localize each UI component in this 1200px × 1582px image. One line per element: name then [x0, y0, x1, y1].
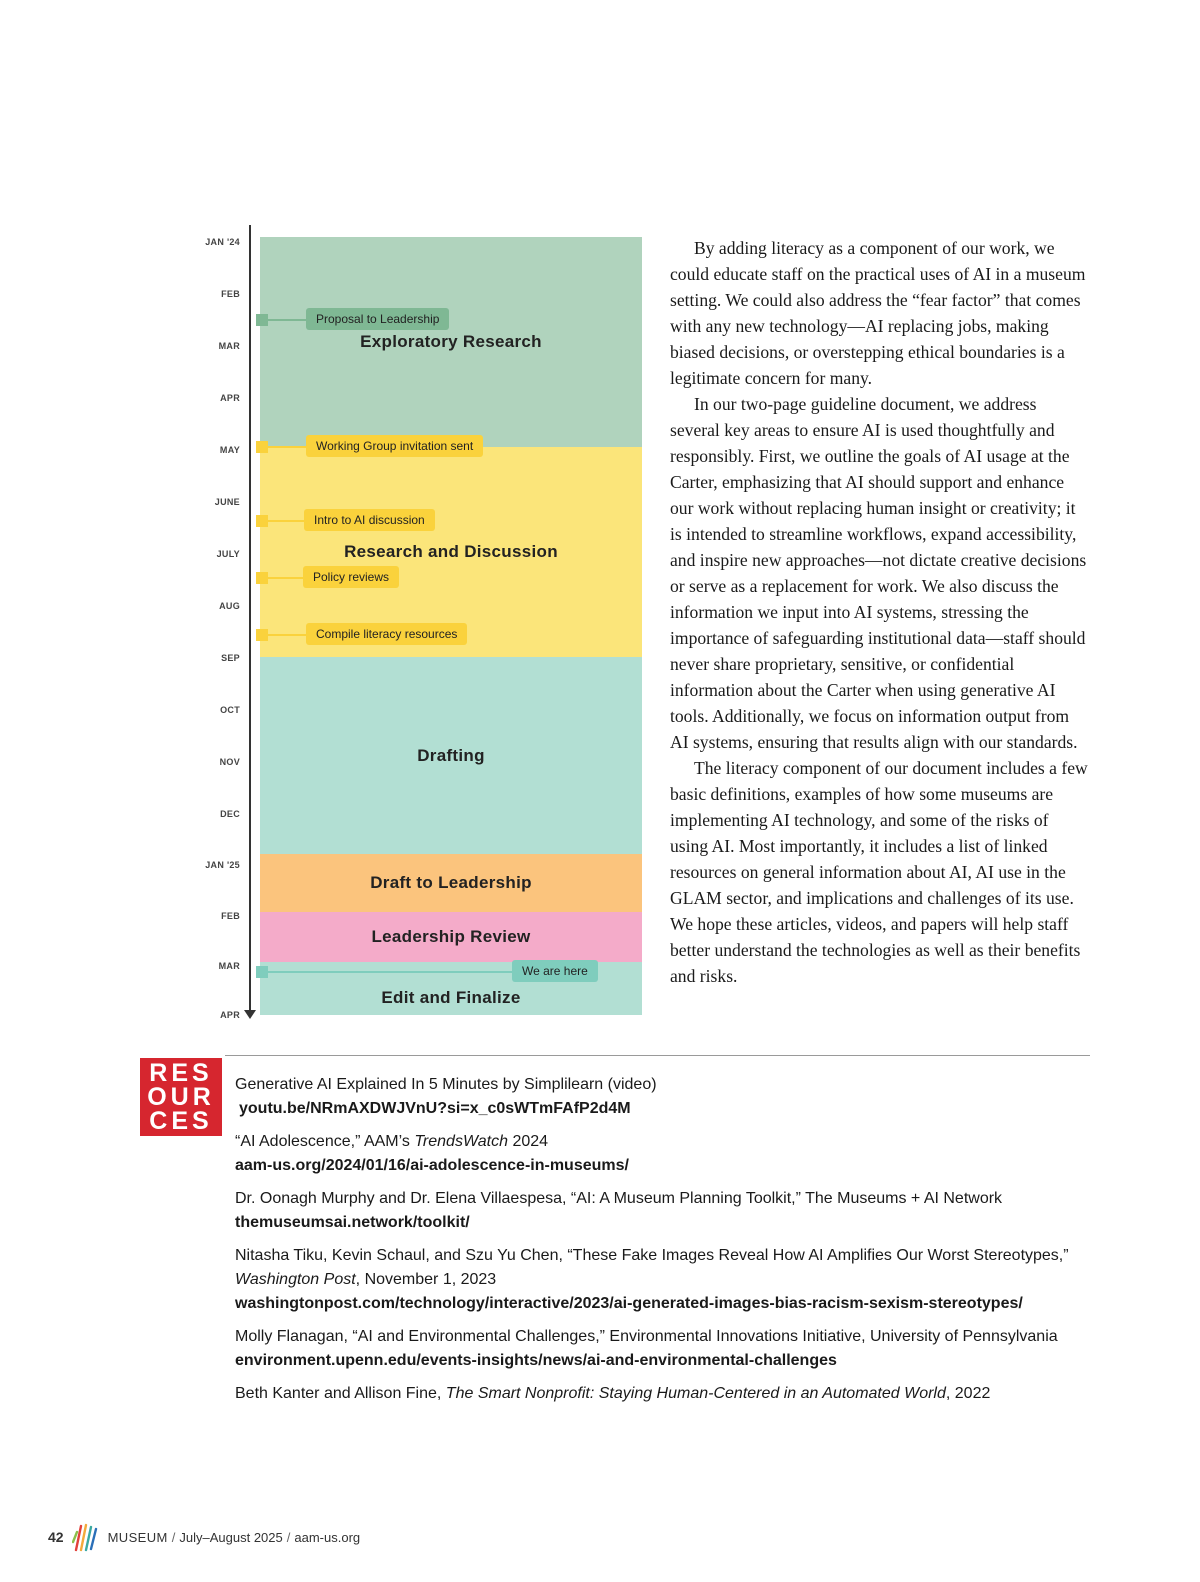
month-label: APR [220, 1010, 240, 1020]
resource-title: Beth Kanter and Allison Fine, The Smart Nonprofit: Staying Human-Centered in an Automated World, 2022 [235, 1385, 991, 1402]
month-label: AUG [219, 601, 240, 611]
month-label: MAR [218, 341, 240, 351]
resource-item [235, 1382, 1095, 1406]
milestone-marker [256, 629, 268, 641]
month-label: NOV [219, 757, 240, 767]
resource-item [235, 1073, 1095, 1121]
resource-link[interactable]: youtu.be/NRmAXDWJVnU?si=x_c0sWTmFAfP2d4M [239, 1100, 631, 1117]
phase-label: Draft to Leadership [370, 873, 532, 892]
timeline-axis [249, 225, 251, 1015]
month-label: JULY [216, 549, 240, 559]
section-divider [225, 1055, 1090, 1056]
month-label: DEC [220, 809, 240, 819]
resource-item [235, 1130, 1095, 1178]
footer-separator: / [286, 1529, 291, 1545]
milestone-we-are-here: We are here [512, 960, 598, 982]
arrow-down-icon [244, 1010, 256, 1019]
phase-label: Leadership Review [371, 927, 531, 946]
month-label: FEB [221, 911, 240, 921]
phase-label: Drafting [417, 745, 485, 765]
phase-drafting [260, 657, 642, 854]
month-label: FEB [221, 289, 240, 299]
publication-name: MUSEUM [107, 1529, 168, 1545]
phase-draft-to-leadership [260, 854, 642, 912]
footer-separator: / [171, 1529, 176, 1545]
phase-label: Exploratory Research [360, 332, 542, 351]
badge-line: OUR [147, 1083, 215, 1111]
badge-line: RES [149, 1059, 213, 1087]
resource-title: “AI Adolescence,” AAM’s TrendsWatch 2024 [235, 1133, 549, 1150]
month-label: JAN '25 [205, 860, 240, 870]
resources-list [235, 1073, 1095, 1415]
page-footer [48, 1522, 360, 1552]
milestone-intro-to-ai-discussion: Intro to AI discussion [304, 509, 435, 531]
milestone-connector [268, 446, 306, 448]
resource-item [235, 1325, 1095, 1373]
body-paragraph: The literacy component of our document includes a few basic definitions, examples of how some museums are implementing AI technology, and some of the risks of using AI. Most importantly, it includes a list of linked resources on general information about AI, AI use in the GLAM sector, and implications and challenges of its use. We hope these articles, videos, and papers will help staff better understand the technologies as well as their benefits and risks. [670, 758, 1088, 986]
month-label: APR [220, 393, 240, 403]
article-body [670, 235, 1090, 989]
project-timeline [190, 220, 650, 1030]
body-paragraph: In our two-page guideline document, we address several key areas to ensure AI is used thoughtfully and responsibly. First, we outline the goals of AI usage at the Carter, emphasizing that AI should support and enhance our work without replacing human insight or creativity; it is intended to streamline workflows, expand accessibility, and inspire new approaches—not dictate creative decisions or serve as a replacement for work. We also discuss the information we input into AI systems, stressing the importance of safeguarding institutional data—staff should never share proprietary, sensitive, or confidential information about the Carter when using generative AI tools. Additionally, we focus on information output from AI systems, ensuring that results align with our standards. [670, 394, 1087, 752]
month-label: SEP [221, 653, 240, 663]
phase-leadership-review [260, 912, 642, 962]
resource-title: Molly Flanagan, “AI and Environmental Challenges,” Environmental Innovations Initiative, University of Pennsylvania [235, 1328, 1058, 1345]
month-label: JUNE [214, 497, 240, 507]
milestone-marker [256, 441, 268, 453]
milestone-marker [256, 314, 268, 326]
resources-badge [140, 1058, 222, 1136]
resource-link[interactable]: washingtonpost.com/technology/interactive/2023/ai-generated-images-bias-racism-sexism-stereotypes/ [235, 1295, 1023, 1312]
resource-link[interactable]: aam-us.org/2024/01/16/ai-adolescence-in-museums/ [235, 1157, 629, 1174]
body-paragraph: By adding literacy as a component of our work, we could educate staff on the practical uses of AI in a museum setting. We could also address the “fear factor” that comes with any new technology—AI replacing jobs, making biased decisions, or overstepping ethical boundaries is a legitimate concern for many. [670, 238, 1086, 388]
milestone-connector [268, 634, 306, 636]
month-label: MAR [218, 961, 240, 971]
phase-label: Edit and Finalize [381, 987, 521, 1007]
resource-item [235, 1187, 1095, 1235]
milestone-proposal-to-leadership: Proposal to Leadership [306, 308, 449, 330]
milestone-marker [256, 515, 268, 527]
badge-line: CES [149, 1107, 213, 1135]
phase-label: Research and Discussion [344, 542, 558, 561]
milestone-working-group-invitation: Working Group invitation sent [306, 435, 483, 457]
milestone-marker [256, 966, 268, 978]
resource-link[interactable]: themuseumsai.network/toolkit/ [235, 1214, 470, 1231]
month-label: OCT [220, 705, 240, 715]
resource-item [235, 1244, 1095, 1316]
milestone-connector [268, 971, 512, 973]
milestone-marker [256, 572, 268, 584]
resource-title: Dr. Oonagh Murphy and Dr. Elena Villaespesa, “AI: A Museum Planning Toolkit,” The Museums + AI Network [235, 1190, 1003, 1207]
milestone-connector [268, 319, 306, 321]
milestone-connector [268, 520, 304, 522]
issue-date: July–August 2025 [179, 1529, 283, 1545]
resource-title: Generative AI Explained In 5 Minutes by Simplilearn (video) [235, 1076, 657, 1093]
month-label: JAN '24 [205, 237, 240, 247]
page-number: 42 [48, 1529, 64, 1545]
phase-exploratory-research [260, 237, 642, 447]
milestone-connector [268, 577, 303, 579]
milestone-compile-literacy-resources: Compile literacy resources [306, 623, 467, 645]
resource-title: Nitasha Tiku, Kevin Schaul, and Szu Yu Chen, “These Fake Images Reveal How AI Amplifies Our Worst Stereotypes,” Washington Post, November 1, 2023 [235, 1247, 1069, 1288]
museum-logo-icon [72, 1522, 98, 1552]
month-label: MAY [219, 445, 240, 455]
milestone-policy-reviews: Policy reviews [303, 566, 399, 588]
website: aam-us.org [294, 1529, 361, 1545]
resource-link[interactable]: environment.upenn.edu/events-insights/news/ai-and-environmental-challenges [235, 1352, 837, 1369]
